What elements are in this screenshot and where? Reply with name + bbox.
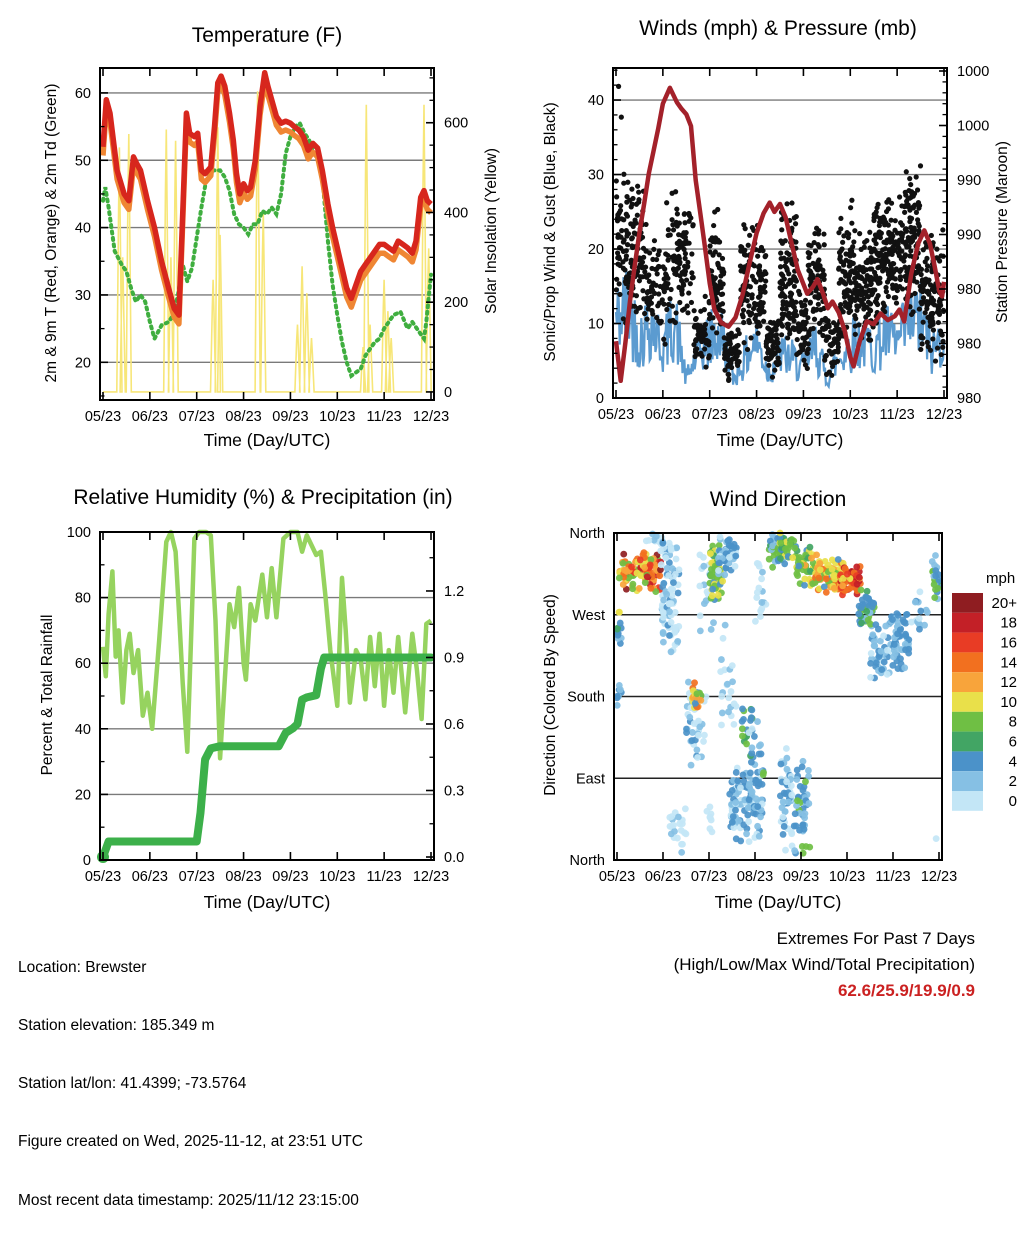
ylabel-temperature-right: Solar Insolation (Yellow) (483, 148, 500, 314)
svg-text:08/23: 08/23 (225, 409, 262, 425)
svg-text:06/23: 06/23 (131, 869, 169, 885)
svg-text:0: 0 (1008, 792, 1017, 810)
svg-text:990: 990 (957, 173, 982, 189)
svg-text:16: 16 (1000, 634, 1017, 652)
svg-text:2: 2 (1008, 773, 1017, 791)
svg-text:05/23: 05/23 (84, 869, 122, 885)
svg-text:09/23: 09/23 (785, 407, 822, 423)
chart-title-winddir: Wind Direction (709, 488, 847, 511)
svg-text:09/23: 09/23 (272, 869, 309, 885)
svg-text:1000: 1000 (957, 118, 990, 135)
svg-text:06/23: 06/23 (644, 407, 682, 423)
svg-text:08/23: 08/23 (225, 869, 262, 885)
svg-text:0.3: 0.3 (444, 783, 465, 800)
svg-text:20+: 20+ (991, 594, 1017, 612)
wind-direction-chart (567, 526, 957, 885)
svg-text:990: 990 (957, 227, 982, 244)
svg-text:12/23: 12/23 (412, 409, 450, 425)
svg-text:400: 400 (444, 205, 469, 222)
winds-pressure-chart (588, 64, 989, 423)
humidity-precip-chart (67, 525, 464, 885)
svg-text:0.0: 0.0 (444, 850, 465, 867)
svg-text:80: 80 (74, 590, 91, 607)
ylabel-winddir-left: Direction (Colored By Speed) (542, 594, 559, 796)
data-timestamp: Most recent data timestamp: 2025/11/12 23:15:00 (18, 1191, 359, 1209)
station-latlon: Station lat/lon: 41.4399; -73.5764 (18, 1075, 247, 1093)
station-elevation: Station elevation: 185.349 m (18, 1017, 215, 1035)
svg-text:North: North (569, 853, 605, 869)
svg-text:14: 14 (1000, 654, 1017, 672)
svg-text:60: 60 (74, 85, 91, 102)
ylabel-winds-right: Station Pressure (Maroon) (994, 141, 1011, 323)
svg-text:600: 600 (444, 115, 469, 132)
svg-text:10/23: 10/23 (832, 407, 869, 423)
svg-text:0: 0 (444, 384, 453, 401)
svg-text:05/23: 05/23 (598, 869, 636, 885)
svg-text:South: South (567, 689, 605, 706)
temperature-chart (75, 68, 468, 425)
svg-text:1000: 1000 (957, 64, 990, 80)
svg-text:12: 12 (1000, 674, 1017, 692)
svg-text:980: 980 (957, 336, 982, 353)
svg-text:09/23: 09/23 (272, 409, 309, 425)
svg-text:0.9: 0.9 (444, 650, 465, 667)
extremes-block (555, 926, 975, 1004)
svg-text:0: 0 (82, 853, 91, 869)
ylabel-temperature-left: 2m & 9m T (Red, Orange) & 2m Td (Green) (43, 83, 60, 383)
svg-text:0: 0 (595, 391, 604, 407)
svg-text:05/23: 05/23 (84, 409, 122, 425)
svg-text:40: 40 (74, 220, 91, 237)
svg-text:East: East (575, 771, 605, 788)
svg-text:30: 30 (587, 167, 604, 184)
ylabel-humidity-left: Percent & Total Rainfall (39, 614, 56, 776)
ylabel-winds-left: Sonic/Prop Wind & Gust (Blue, Black) (542, 102, 559, 362)
svg-text:20: 20 (587, 242, 604, 259)
speed-legend (952, 593, 1017, 811)
chart-title-winds: Winds (mph) & Pressure (mb) (639, 17, 917, 40)
svg-text:07/23: 07/23 (178, 869, 215, 885)
svg-text:8: 8 (1008, 713, 1017, 731)
svg-text:10: 10 (587, 316, 604, 333)
xlabel-humidity: Time (Day/UTC) (203, 892, 331, 912)
extremes-subtitle: (High/Low/Max Wind/Total Precipitation) (673, 955, 975, 974)
svg-text:11/23: 11/23 (366, 409, 402, 425)
xlabel-winddir: Time (Day/UTC) (714, 892, 842, 912)
svg-text:20: 20 (74, 355, 91, 372)
svg-text:12/23: 12/23 (925, 407, 963, 423)
svg-text:06/23: 06/23 (644, 869, 682, 885)
chart-title-humidity: Relative Humidity (%) & Precipitation (in) (73, 486, 453, 509)
extremes-values: 62.6/25.9/19.9/0.9 (837, 981, 975, 1000)
svg-text:30: 30 (74, 287, 91, 304)
svg-text:1.2: 1.2 (444, 583, 465, 600)
svg-text:North: North (569, 526, 605, 542)
svg-text:10: 10 (1000, 693, 1017, 711)
svg-text:West: West (572, 607, 605, 624)
figure-created: Figure created on Wed, 2025-11-12, at 23:51 UTC (18, 1133, 363, 1151)
svg-text:08/23: 08/23 (736, 869, 774, 885)
svg-text:20: 20 (74, 787, 91, 804)
svg-text:09/23: 09/23 (782, 869, 820, 885)
station-info (18, 919, 363, 1249)
svg-text:980: 980 (957, 391, 982, 407)
svg-text:40: 40 (587, 93, 604, 110)
xlabel-temperature: Time (Day/UTC) (203, 430, 331, 450)
svg-text:11/23: 11/23 (366, 869, 402, 885)
svg-text:12/23: 12/23 (920, 869, 958, 885)
svg-text:10/23: 10/23 (828, 869, 866, 885)
svg-text:6: 6 (1008, 733, 1017, 751)
extremes-title: Extremes For Past 7 Days (776, 929, 975, 948)
svg-text:18: 18 (1000, 614, 1017, 632)
svg-text:10/23: 10/23 (319, 409, 356, 425)
svg-text:12/23: 12/23 (412, 869, 450, 885)
svg-text:200: 200 (444, 295, 469, 312)
svg-text:11/23: 11/23 (875, 869, 911, 885)
svg-text:0.6: 0.6 (444, 716, 465, 733)
chart-title-temperature: Temperature (F) (191, 24, 343, 47)
svg-text:07/23: 07/23 (691, 407, 728, 423)
svg-text:100: 100 (66, 525, 91, 541)
svg-text:60: 60 (74, 656, 91, 673)
svg-text:08/23: 08/23 (738, 407, 775, 423)
svg-text:07/23: 07/23 (690, 869, 728, 885)
svg-text:10/23: 10/23 (319, 869, 356, 885)
svg-text:05/23: 05/23 (597, 407, 635, 423)
legend-title-mph: mph (986, 570, 1016, 587)
station-location: Location: Brewster (18, 958, 147, 976)
svg-text:980: 980 (957, 282, 982, 298)
svg-text:40: 40 (74, 721, 91, 738)
svg-text:4: 4 (1008, 753, 1017, 771)
svg-text:50: 50 (74, 153, 91, 170)
svg-text:07/23: 07/23 (178, 409, 215, 425)
svg-text:11/23: 11/23 (879, 407, 915, 423)
xlabel-winds: Time (Day/UTC) (716, 430, 844, 450)
svg-text:06/23: 06/23 (131, 409, 169, 425)
